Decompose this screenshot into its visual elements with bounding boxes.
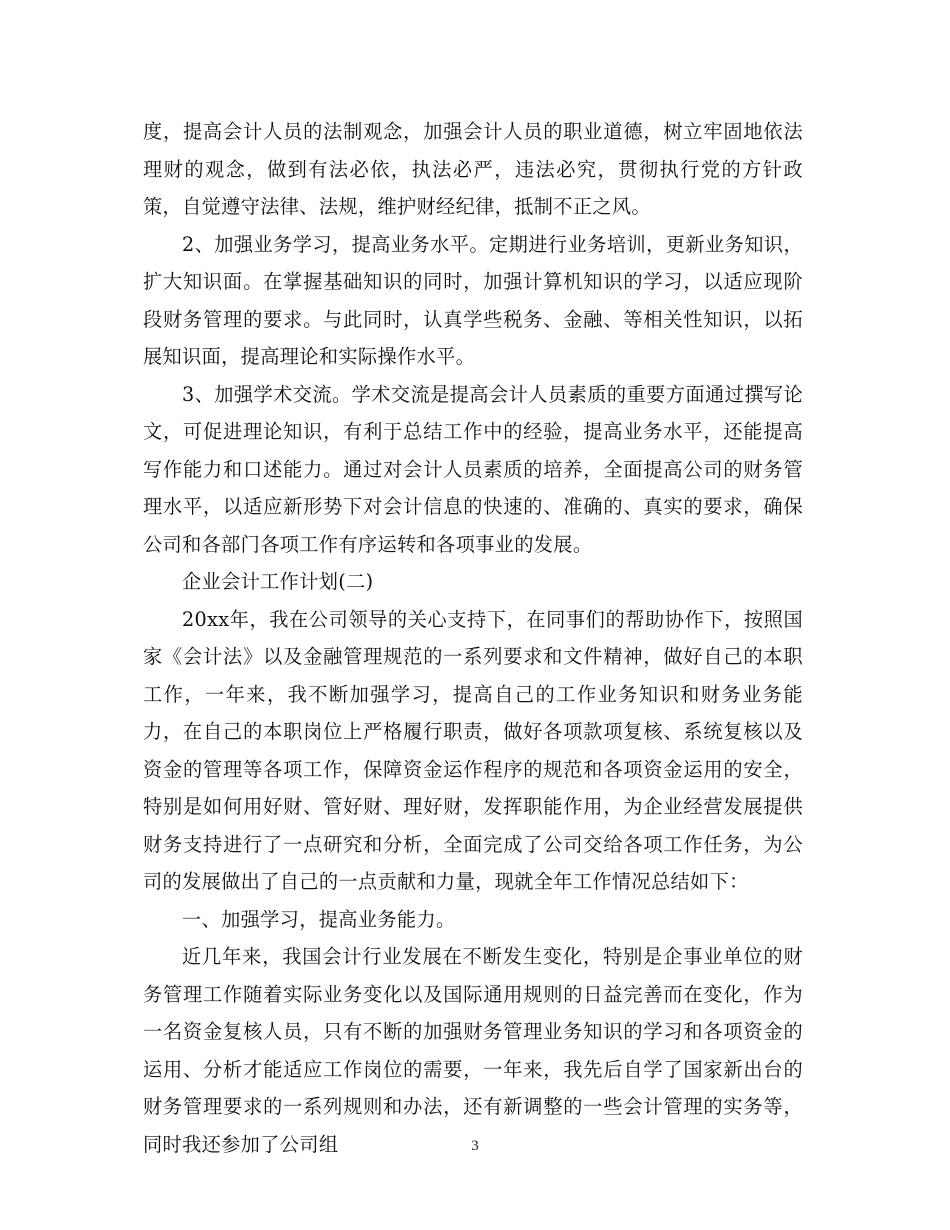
paragraph-item-2: 2、加强业务学习，提高业务水平。定期进行业务培训，更新业务知识，扩大知识面。在掌握基础知识的同时，加强计算机知识的学习，以适应现阶段财务管理的要求。与此同时，认真学些税务、金融、等相关性知识，以拓展知识面，提高理论和实际操作水平。 — [143, 232, 803, 368]
section-heading: 企业会计工作计划(二) — [182, 570, 374, 593]
paragraph-item-3: 3、加强学术交流。学术交流是提高会计人员素质的重要方面通过撰写论文，可促进理论知识，有利于总结工作中的经验，提高业务水平，还能提高写作能力和口述能力。通过对会计人员素质的培养，全面提高公司的财务管理水平，以适应新形势下对会计信息的快速的、准确的、真实的要求，确保公司和各部门各项工作有序运转和各项事业的发展。 — [143, 382, 803, 556]
subheading-one: 一、加强学习，提高业务能力。 — [182, 907, 456, 931]
paragraph-intro: 20xx年，我在公司领导的关心支持下，在同事们的帮助协作下，按照国家《会计法》以及金融管理规范的一系列要求和文件精神，做好自己的本职工作，一年来，我不断加强学习，提高自己的工作业务知识和财务业务能力，在自己的本职岗位上严格履行职责，做好各项款项复核、系统复核以及资金的管理等各项工作，保障资金运作程序的规范和各项资金运用的安全，特别是如何用好财、管好财、理好财，发挥职能作用，为企业经营发展提供财务支持进行了一点研究和分析，全面完成了公司交给各项工作任务，为公司的发展做出了自己的一点贡献和力量，现就全年工作情况总结如下： — [143, 607, 803, 893]
page-body — [143, 113, 803, 1163]
page-number: 3 — [471, 1138, 479, 1154]
paragraph-body: 近几年来，我国会计行业发展在不断发生变化，特别是企事业单位的财务管理工作随着实际业务变化以及国际通用规则的日益完善而在变化，作为一名资金复核人员，只有不断的加强财务管理业务知识的学习和各项资金的运用、分析才能适应工作岗位的需要，一年来，我先后自学了国家新出台的财务管理要求的一系列规则和办法，还有新调整的一些会计管理的实务等，同时我还参加了公司组 — [143, 945, 803, 1156]
paragraph-continuation: 度，提高会计人员的法制观念，加强会计人员的职业道德，树立牢固地依法理财的观念，做到有法必依，执法必严，违法必究，贯彻执行党的方针政策，自觉遵守法律、法规，维护财经纪律，抵制不正之风。 — [143, 120, 803, 218]
